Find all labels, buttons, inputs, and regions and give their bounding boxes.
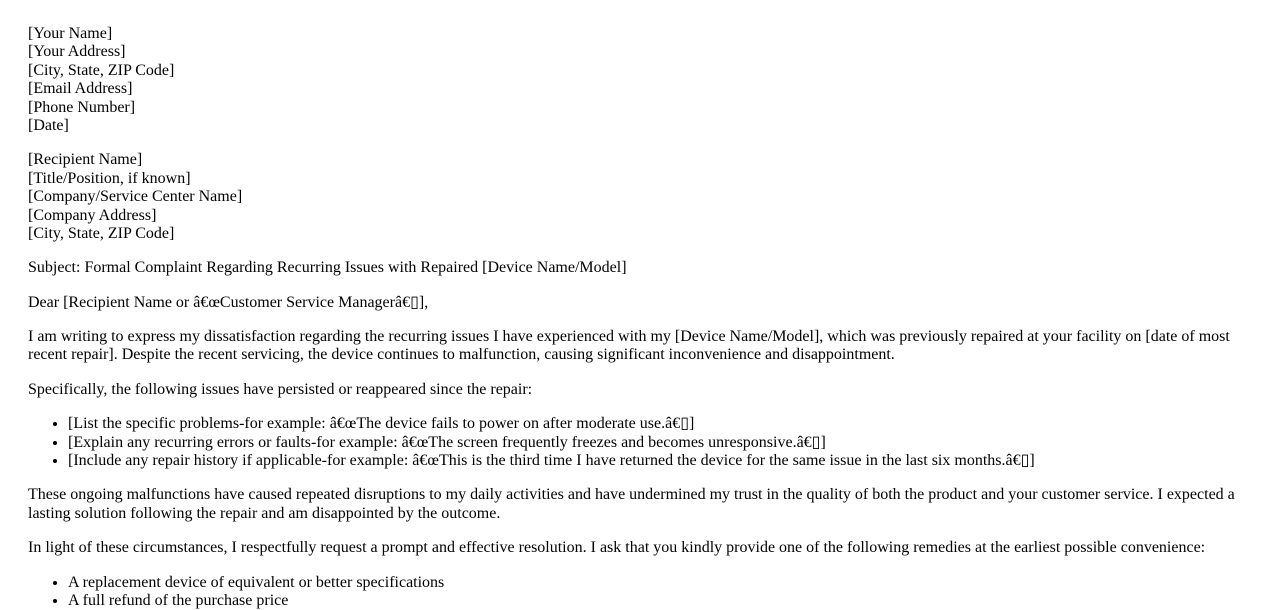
opening-paragraph: I am writing to express my dissatisfaction regarding the recurring issues I have experienced with my [Device Name/Model], which was previously repaired at your facility on [date of most recent repair]. Despite the recent servicing, the device continues to malfunction, causing significant inconvenience and disappointment. (28, 328, 1230, 364)
issues-intro: Specifically, the following issues have persisted or reappeared since the repair: (28, 380, 533, 398)
recipient-title-line: [Title/Position, if known] (28, 169, 191, 187)
recipient-name-line: [Recipient Name] (28, 151, 143, 169)
list-item: • A full refund of the purchase price (68, 592, 1264, 610)
sender-email-line: [Email Address] (28, 80, 133, 98)
impact-paragraph: These ongoing malfunctions have caused repeated disruptions to my daily activities and have undermined my trust in the quality of both the product and your customer service. I expected a lasting solution following the repair and am disappointed by the outcome. (28, 486, 1235, 522)
recipient-address-block (28, 151, 1264, 243)
remedies-list (28, 574, 1264, 610)
recipient-city-line: [City, State, ZIP Code] (28, 224, 175, 242)
recipient-company-line: [Company/Service Center Name] (28, 188, 243, 206)
sender-address-line: [Your Address] (28, 43, 126, 61)
issues-list (28, 415, 1264, 470)
date-line: [Date] (28, 116, 69, 134)
recipient-address-line: [Company Address] (28, 206, 157, 224)
salutation: Dear [Recipient Name or â€œCustomer Service Managerâ€▯], (28, 293, 429, 311)
sender-address-block (28, 25, 1264, 135)
remedies-intro: In light of these circumstances, I respectfully request a prompt and effective resolution. I ask that you kindly provide one of the following remedies at the earliest possible convenience: (28, 539, 1206, 557)
list-item: • [Explain any recurring errors or faults-for example: â€œThe screen frequently freezes and becomes unresponsive.â€▯] (68, 434, 1264, 452)
list-item: • [List the specific problems-for example: â€œThe device fails to power on after moderate use.â€▯] (68, 415, 1264, 433)
sender-city-line: [City, State, ZIP Code] (28, 61, 175, 79)
list-item: • [Include any repair history if applicable-for example: â€œThis is the third time I have returned the device for the same issue in the last six months.â€▯] (68, 452, 1264, 470)
sender-name-line: [Your Name] (28, 25, 113, 42)
subject-line: Subject: Formal Complaint Regarding Recurring Issues with Repaired [Device Name/Model] (28, 259, 627, 277)
sender-phone-line: [Phone Number] (28, 98, 136, 116)
list-item: • A replacement device of equivalent or better specifications (68, 574, 1264, 592)
